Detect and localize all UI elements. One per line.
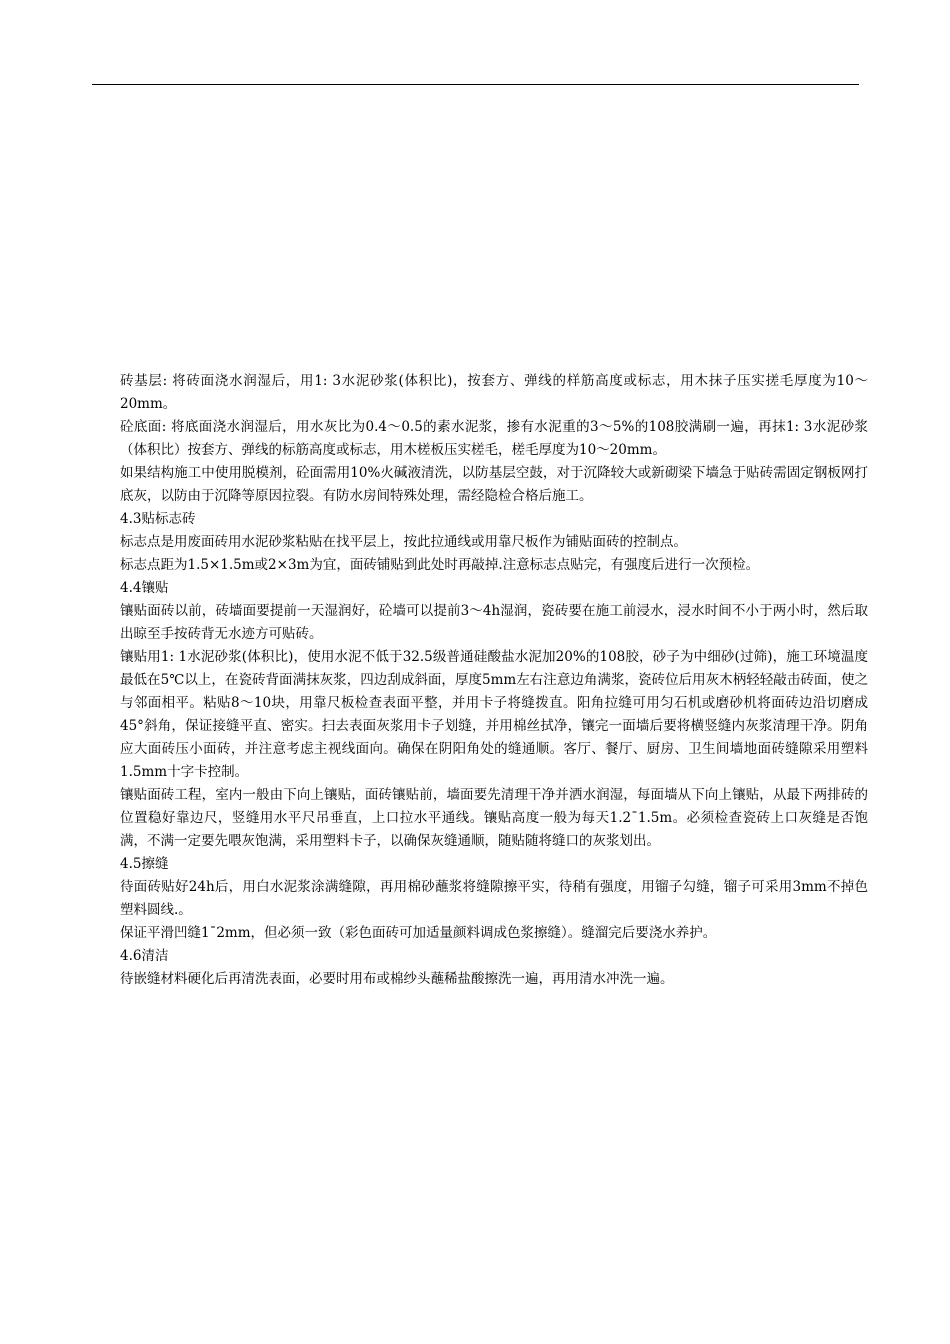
paragraph-joint-finish: 保证平滑凹缝1¯2mm，但必须一致（彩色面砖可加适量颜料调成色浆擦缝）。缝溜完后要浇水养护。 — [120, 925, 717, 941]
section-heading-4-6: 4.6清洁 — [120, 948, 169, 964]
paragraph-release-agent: 如果结构施工中使用脱模剂，砼面需用10%火碱液清洗，以防基层空鼓，对于沉降较大或新砌梁下墙急于贴砖需固定钢板网打底灰，以防由于沉降等原因拉裂。有防水房间特殊处理，需经隐检合格后施工。 — [120, 465, 868, 504]
section-heading-4-4: 4.4镶贴 — [120, 580, 169, 596]
document-body — [120, 370, 868, 991]
paragraph-tiling-sequence: 镶贴面砖工程，室内一般由下向上镶贴，面砖镶贴前，墙面要先清理干净并洒水润湿，每面墙从下向上镶贴，从最下两排砖的位置稳好靠边尺，竖缝用水平尺吊垂直，上口拉水平通线。镶贴高度一般为每天1.2¯1.5m。必须检查瓷砖上口灰缝是否饱满，不满一定要先喂灰饱满，采用塑料卡子，以确保灰缝通顺，随贴随将缝口的灰浆划出。 — [120, 787, 868, 849]
paragraph-grouting: 待面砖贴好24h后，用白水泥浆涂满缝隙，再用棉砂蘸浆将缝隙擦平实，待稍有强度，用镏子勾缝，镏子可采用3mm不掉色塑料圆线.。 — [120, 879, 868, 918]
paragraph-pre-wetting: 镶贴面砖以前，砖墙面要提前一天湿润好，砼墙可以提前3～4h湿润，瓷砖要在施工前浸水，浸水时间不小于两小时，然后取出晾至手按砖背无水迹方可贴砖。 — [120, 603, 868, 642]
paragraph-brick-base: 砖基层: 将砖面浇水润湿后，用1: 3水泥砂浆(体积比)，按套方、弹线的样筋高度或标志，用木抹子压实搓毛厚度为10～20mm。 — [120, 373, 868, 412]
paragraph-mortar-tiling: 镶贴用1: 1水泥砂浆(体积比)，使用水泥不低于32.5级普通硅酸盐水泥加20%的108胶，砂子为中细砂(过筛)，施工环境温度最低在5℃以上，在瓷砖背面满抹灰浆，四边刮成斜面，厚度5mm左右注意边角满浆，瓷砖位后用灰木柄轻轻敲击砖面，使之与邻面相平。粘贴8～10块，用靠尺板检查表面平整，并用卡子将缝拨直。阳角拉缝可用匀石机或磨砂机将面砖边沿切磨成45°斜角，保证接缝平直、密实。扫去表面灰浆用卡子划缝，并用棉丝拭净，镶完一面墙后要将横竖缝内灰浆清理干净。阴角应大面砖压小面砖，并注意考虑主视线面向。确保在阴阳角处的缝通顺。客厅、餐厅、厨房、卫生间墙地面砖缝隙采用塑料1.5mm十字卡控制。 — [120, 649, 868, 780]
paragraph-marker-points: 标志点是用废面砖用水泥砂浆粘贴在找平层上，按此拉通线或用靠尺板作为铺贴面砖的控制点。 — [120, 534, 687, 550]
paragraph-concrete-base: 砼底面: 将底面浇水润湿后，用水灰比为0.4～0.5的素水泥浆，掺有水泥重的3～5%的108胶满刷一遍，再抹1: 3水泥砂浆（体积比）按套方、弹线的标筋高度或标志，用木槎板压实槎毛，槎毛厚度为10～20mm。 — [120, 419, 868, 458]
paragraph-cleaning: 待嵌缝材料硬化后再清洗表面，必要时用布或棉纱头蘸稀盐酸擦洗一遍，再用清水冲洗一遍。 — [120, 971, 674, 987]
section-heading-4-3: 4.3贴标志砖 — [120, 511, 196, 527]
section-heading-4-5: 4.5擦缝 — [120, 856, 169, 872]
paragraph-marker-spacing: 标志点距为1.5×1.5m或2×3m为宜，面砖铺贴到此处时再敲掉.注意标志点贴完，有强度后进行一次预检。 — [120, 557, 760, 573]
header-rule — [92, 84, 859, 85]
